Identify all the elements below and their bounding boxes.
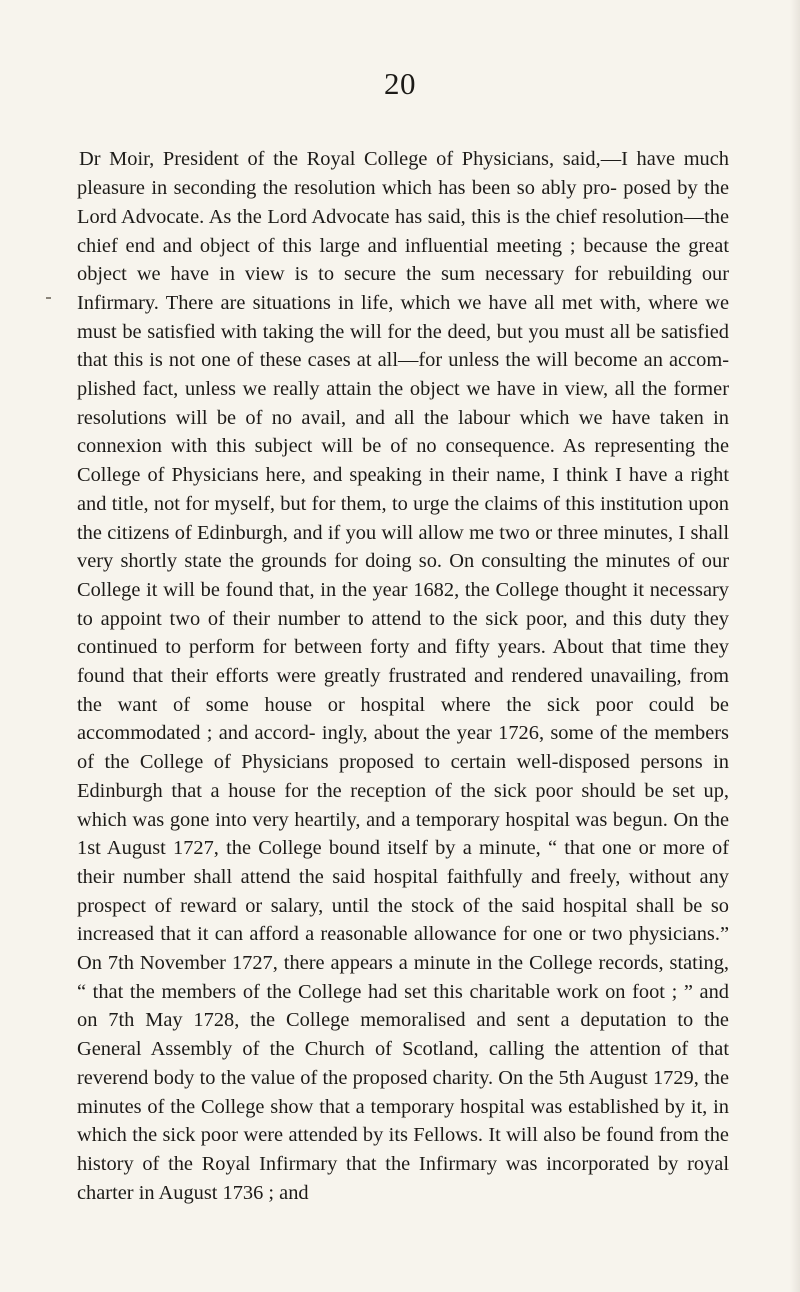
- page-edge-shadow: [790, 0, 800, 1292]
- margin-mark: [46, 297, 51, 299]
- body-paragraph: Dr Moir, President of the Royal College of Physicians, said,—I have much pleasure in seconding the resolution which has been so ably pro- posed by the Lord Advocate. As the Lord Advocate has said, this is the chief resolution—the chief end and object of this large and influential meeting ; because the great object we have in view is to secure the sum necessary for rebuilding our Infirmary. There are situations in life, which we have all met with, where we must be satisfied with taking the will for the deed, but you must all be satisfied that this is not one of these cases at all—for unless the will become an accom- plished fact, unless we really attain the object we have in view, all the former resolutions will be of no avail, and all the labour which we have taken in connexion with this subject will be of no consequence. As representing the College of Physicians here, and speaking in their name, I think I have a right and title, not for myself, but for them, to urge the claims of this institution upon the citizens of Edinburgh, and if you will allow me two or three minutes, I shall very shortly state the grounds for doing so. On consulting the minutes of our College it will be found that, in the year 1682, the College thought it necessary to appoint two of their number to attend to the sick poor, and this duty they continued to perform for between forty and fifty years. About that time they found that their efforts were greatly frustrated and rendered unavailing, from the want of some house or hospital where the sick poor could be accommodated ; and accord- ingly, about the year 1726, some of the members of the College of Physicians proposed to certain well-disposed persons in Edinburgh that a house for the reception of the sick poor should be set up, which was gone into very heartily, and a temporary hospital was begun. On the 1st August 1727, the College bound itself by a minute, “ that one or more of their number shall attend the said hospital faithfully and freely, without any prospect of reward or salary, until the stock of the said hospital shall be so increased that it can afford a reasonable allowance for one or two physicians.” On 7th November 1727, there appears a minute in the College records, stating, “ that the members of the College had set this charitable work on foot ; ” and on 7th May 1728, the College memoralised and sent a deputation to the General Assembly of the Church of Scotland, calling the attention of that reverend body to the value of the proposed charity. On the 5th August 1729, the minutes of the College show that a temporary hospital was established by it, in which the sick poor were attended by its Fellows. It will also be found from the history of the Royal Infirmary that the Infirmary was incorporated by royal charter in August 1736 ; and: [77, 148, 729, 1204]
- page-number: 20: [384, 66, 416, 101]
